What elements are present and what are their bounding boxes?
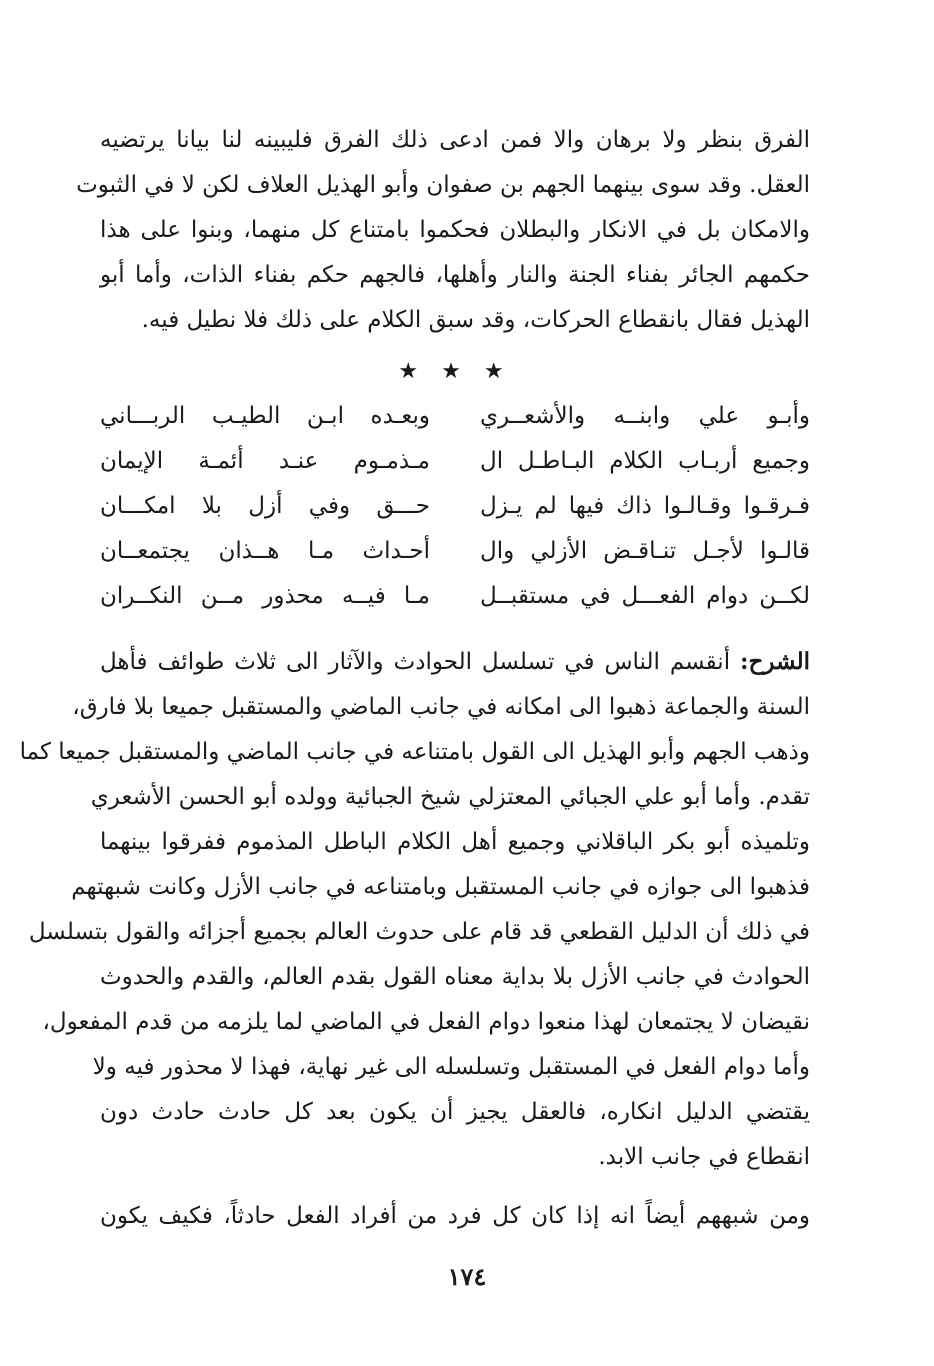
verse-second-hemistich: مـا فيــه محذور مــن النكــران <box>100 583 430 609</box>
verse-second-hemistich: أحـداث مـا هــذان يجتمعــان <box>100 538 430 564</box>
text-line: العقل. وقد سوى بينهما الجهم بن صفوان وأبو الهذيل العلاف لكن لا في الثبوت <box>76 172 810 198</box>
text-line <box>100 639 810 685</box>
verse-line <box>100 484 810 529</box>
verse-line <box>100 439 810 484</box>
verse-line <box>100 574 810 619</box>
verse-first-hemistich: فـرقـوا وقـالـوا ذاك فيها لم يـزل <box>480 493 810 519</box>
verse-second-hemistich: حـــق وفي أزل بلا امكـــان <box>100 493 430 519</box>
text-line: الفرق بنظر ولا برهان والا فمن ادعى ذلك الفرق فليبينه لنا بيانا يرتضيه <box>100 127 810 153</box>
verse-first-hemistich: وجميع أربـاب الكلام البـاطـل ال <box>480 448 810 474</box>
text-line: فذهبوا الى جوازه في جانب المستقبل وبامتناعه في جانب الأزل وكانت شبهتهم <box>71 874 810 900</box>
text-line: وتلميذه أبو بكر الباقلاني وجميع أهل الكلام الباطل المذموم ففرقوا بينهما <box>100 829 810 855</box>
text-line: انقطاع في جانب الابد. <box>598 1144 810 1170</box>
verse-second-hemistich: مـذمـوم عنـد أئمـة الإيمان <box>100 448 430 474</box>
next-paragraph <box>100 1194 810 1239</box>
text-line: والامكان بل في الانكار والبطلان فحكموا بامتناع كل منهما، وبنوا على هذا <box>100 217 810 243</box>
verse-second-hemistich: وبعـده ابـن الطيـب الربـــاني <box>100 403 430 429</box>
text-line: الحوادث في جانب الأزل بلا بداية معناه القول بقدم العالم، والقدم والحدوث <box>100 964 810 990</box>
text-line: نقيضان لا يجتمعان لهذا منعوا دوام الفعل في الماضي لما يلزمه من قدم المفعول، <box>42 1009 810 1035</box>
section-separator: ★ ★ ★ <box>398 359 512 384</box>
text-line: وأما دوام الفعل في المستقبل وتسلسله الى غير نهاية، فهذا لا محذور فيه ولا <box>92 1054 810 1080</box>
verse-first-hemistich: لكــن دوام الفعـــل في مستقبــل <box>480 583 810 609</box>
text-line: الهذيل فقال بانقطاع الحركات، وقد سبق الكلام على ذلك فلا نطيل فيه. <box>141 307 810 333</box>
text-line: تقدم. وأما أبو علي الجبائي المعتزلي شيخ الجبائية وولده أبو الحسن الأشعري <box>90 784 810 810</box>
verse-first-hemistich: وأبـو علي وابنــه والأشعــري <box>480 403 810 429</box>
commentary-paragraph <box>19 639 810 1180</box>
verse-first-hemistich: قالـوا لأجـل تنـاقـض الأزلي وال <box>480 538 810 564</box>
text-line: وذهب الجهم وأبو الهذيل الى القول بامتناعه في جانب الماضي والمستقبل جميعا كما <box>19 739 810 765</box>
poem-verses <box>100 394 810 619</box>
intro-paragraph <box>76 118 810 343</box>
commentary-label: الشرح: <box>740 648 810 675</box>
page-body <box>19 118 810 1239</box>
text-line: حكمهم الجائر بفناء الجنة والنار وأهلها، فالجهم حكم بفناء الذات، وأما أبو <box>100 262 810 288</box>
text-line: يقتضي الدليل انكاره، فالعقل يجيز أن يكون بعد كل حادث حادث دون <box>100 1099 810 1125</box>
verse-line <box>100 529 810 574</box>
commentary-first-line: أنقسم الناس في تسلسل الحوادث والآثار الى ثلاث طوائف فأهل <box>100 649 741 675</box>
text-line: ومن شبههم أيضاً انه إذا كان كل فرد من أفراد الفعل حادثاً، فكيف يكون <box>100 1203 810 1229</box>
verse-line <box>100 394 810 439</box>
page-number: ١٧٤ <box>447 1262 487 1291</box>
text-line: في ذلك أن الدليل القطعي قد قام على حدوث العالم بجميع أجزائه والقول بتسلسل <box>28 919 810 945</box>
text-line: السنة والجماعة ذهبوا الى امكانه في جانب الماضي والمستقبل جميعا بلا فارق، <box>72 694 810 720</box>
